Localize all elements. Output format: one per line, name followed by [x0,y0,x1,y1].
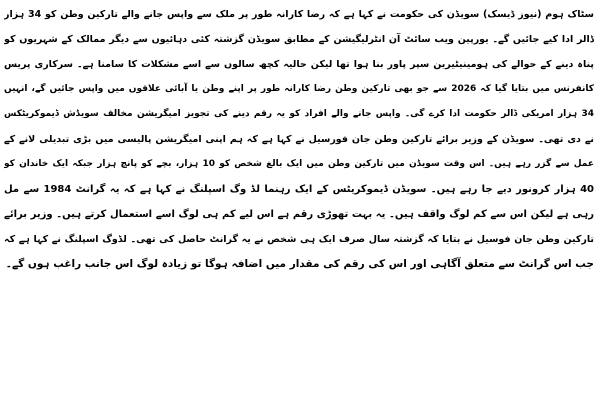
article-line-1: سٹاک ہوم (نیوز ڈیسک) سویڈن کی حکومت نے کہا ہے کہ رضا کارانہ طور پر ملک سے واپس جانے والے تارکین وطن کو 34 ہزار [4,9,594,20]
article-line-9: رہی ہے لیکن اس سے کم لوگ واقف ہیں۔ یہ بہت تھوڑی رقم ہے اس لیے کم ہی لوگ اسے استعمال کرتے ہیں۔ وزیر برائے [4,209,594,220]
article-line-8: 40 ہزار کرونور دیے جا رہے ہیں۔ سویڈن ڈیموکریٹس کے ایک رہنما لڈ وگ اسپلنگ نے کہا ہے کہ یہ گرانٹ 1984 سے مل [4,184,594,195]
article-line-3: پناہ دینے کے حوالے کی ہومینیٹیرین سپر پاور بنا ہوا تھا لیکن حالیہ کچھ سالوں سے اسے مشکلات کا سامنا ہے۔ سرکاری پریس [4,59,594,70]
article-line-5: 34 ہزار امریکی ڈالر حکومت ادا کرے گی۔ واپس جانے والے افراد کو یہ رقم دینے کی تجویز امیگریشن مخالف سویڈش ڈیموکریٹکس [4,109,594,119]
article-line-4: کانفرنس میں بتایا گیا کہ 2026 سے جو بھی تارکین وطن رضا کارانہ طور پر اپنے وطن یا آبائی علاقوں میں واپس جائیں گے، انہیں [4,84,594,94]
article-line-10: تارکین وطن جان فوسیل نے بتایا کہ گزشتہ سال صرف ایک ہی شخص نے یہ گرانٹ حاصل کی تھی۔ لڈوگ اسپلنگ نے کہا ہے کہ [4,234,594,245]
article-line-2: ڈالر ادا کیے جائیں گے۔ یورپین ویب سائٹ آن انٹرلیگیشن کے مطابق سویڈن گزشتہ کئی دہائیوں سے دیگر ممالک کے شہریوں کو [4,34,594,45]
article-line-7: عمل سے گزر رہے ہیں۔ اس وقت سویڈن میں تارکین وطن میں ایک بالغ شخص کو 10 ہزار، بچے کو پانچ ہزار جبکہ ایک خاندان کو [4,159,594,169]
article-line-11: جب اس گرانٹ سے متعلق آگاہی اور اس کی رقم کی مقدار میں اضافہ ہوگا تو زیادہ لوگ اس جانب راغب ہوں گے۔ [5,258,594,270]
article-line-6: نے دی تھی۔ سویڈن کے وزیر برائے تارکین وطن جان فورسیل نے کہا ہے کہ ہم اپنی امیگریشن پالیسی میں بڑی تبدیلی لانے کے [4,134,594,145]
